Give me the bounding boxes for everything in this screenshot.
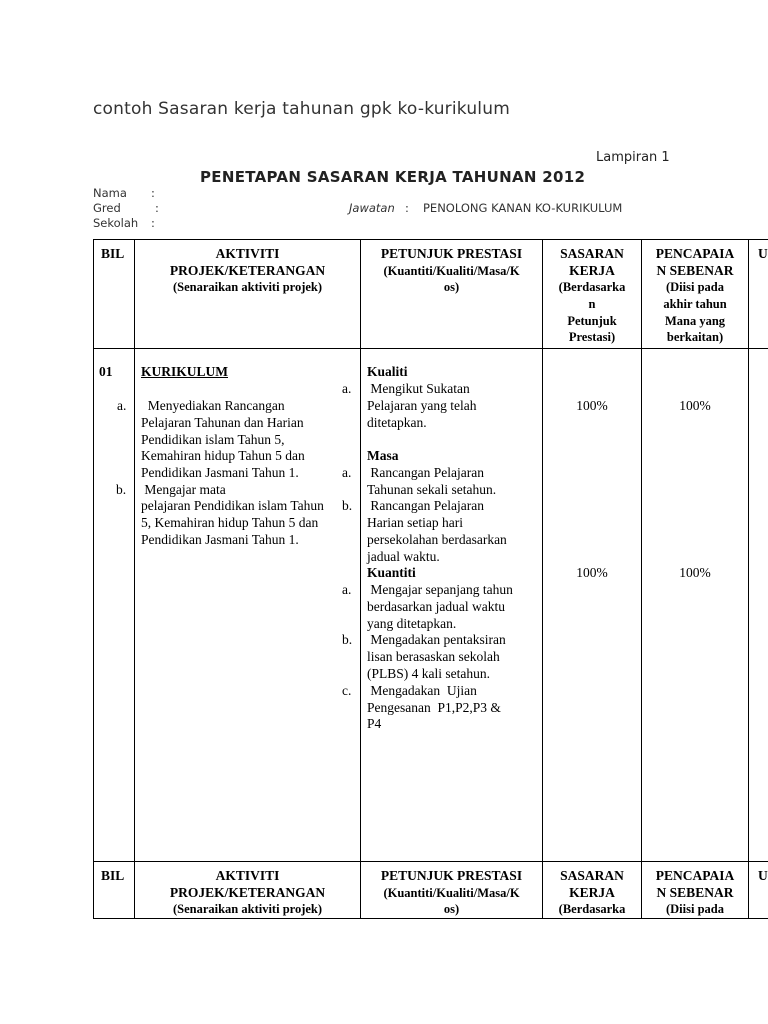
footer-header-bil: BIL — [101, 868, 125, 883]
jawatan-label: Jawatan — [349, 201, 395, 215]
document-title: contoh Sasaran kerja tahunan gpk ko-kurikulum — [93, 99, 510, 119]
header-pencapaian-line4: akhir tahun — [663, 297, 727, 311]
kuantiti-label: Kuantiti — [367, 565, 416, 580]
aktiviti-a-line3: Pendidikan islam Tahun 5, — [141, 432, 285, 447]
kuantiti-b-line1: Mengadakan pentaksiran — [367, 632, 506, 647]
aktiviti-a-line4: Kemahiran hidup Tahun 5 dan — [141, 448, 305, 463]
masa-b-line3: persekolahan berdasarkan — [367, 532, 507, 547]
aktiviti-a-line2: Pelajaran Tahunan dan Harian — [141, 415, 304, 430]
masa-label: Masa — [367, 448, 399, 463]
pencapaian-value-2: 100% — [679, 565, 711, 580]
kuantiti-b-line3: (PLBS) 4 kali setahun. — [367, 666, 490, 681]
masa-b-line1: Rancangan Pelajaran — [367, 498, 484, 513]
masa-a-line1: Rancangan Pelajaran — [367, 465, 484, 480]
header-petunjuk-line3: os) — [443, 280, 460, 294]
footer-header-aktiviti-line1: AKTIVITI — [215, 868, 280, 883]
aktiviti-b-line4: Pendidikan Jasmani Tahun 1. — [141, 532, 299, 547]
sasaran-value-2: 100% — [576, 565, 608, 580]
kualiti-a-line3: ditetapkan. — [367, 415, 427, 430]
kualiti-a-line2: Pelajaran yang telah — [367, 398, 477, 413]
footer-header-pencapaian-line2: N SEBENAR — [656, 885, 734, 900]
row-bil: 01 — [99, 364, 113, 379]
footer-header-sasaran-line1: SASARAN — [560, 868, 624, 883]
header-sasaran-line2: KERJA — [569, 263, 615, 278]
footer-header-sasaran-line2: KERJA — [569, 885, 615, 900]
header-petunjuk-line2: (Kuantiti/Kualiti/Masa/K — [383, 264, 520, 278]
header-aktiviti-line3: (Senaraikan aktiviti projek) — [172, 280, 323, 294]
masa-b-line4: jadual waktu. — [367, 549, 440, 564]
header-pencapaian-line3: (Diisi pada — [665, 280, 724, 294]
header-bil: BIL — [101, 246, 125, 261]
header-petunjuk-line1: PETUNJUK PRESTASI — [380, 246, 523, 261]
aktiviti-a-marker: a. — [117, 398, 127, 413]
aktiviti-b-line2: pelajaran Pendidikan islam Tahun — [141, 498, 324, 513]
row-kurikulum-title: KURIKULUM — [141, 364, 228, 379]
header-aktiviti-line2: PROJEK/KETERANGAN — [169, 263, 326, 278]
masa-b-marker: b. — [342, 498, 353, 513]
kuantiti-b-line2: lisan berasaskan sekolah — [367, 649, 500, 664]
header-pencapaian-line6: berkaitan) — [666, 330, 724, 344]
aktiviti-b-marker: b. — [116, 482, 127, 497]
kuantiti-a-line1: Mengajar sepanjang tahun — [367, 582, 513, 597]
aktiviti-b-line1: Mengajar mata — [141, 482, 226, 497]
header-sasaran-line1: SASARAN — [560, 246, 624, 261]
sekolah-label: Sekolah — [93, 216, 139, 230]
header-pencapaian-line5: Mana yang — [664, 314, 726, 328]
masa-a-line2: Tahunan sekali setahun. — [367, 482, 497, 497]
header-sasaran-line6: Prestasi) — [568, 330, 616, 344]
header-sasaran-line3: (Berdasarka — [558, 280, 626, 294]
kualiti-a-line1: Mengikut Sukatan — [367, 381, 470, 396]
kuantiti-c-line2: Pengesanan P1,P2,P3 & — [367, 700, 501, 715]
footer-header-last-col: U — [758, 868, 768, 883]
masa-b-line2: Harian setiap hari — [367, 515, 463, 530]
footer-header-aktiviti-line2: PROJEK/KETERANGAN — [169, 885, 326, 900]
lampiran-label: Lampiran 1 — [596, 150, 670, 165]
footer-header-petunjuk-line2: (Kuantiti/Kualiti/Masa/K — [383, 886, 520, 900]
header-sasaran-line4: n — [588, 297, 596, 311]
footer-header-aktiviti-line3: (Senaraikan aktiviti projek) — [172, 902, 323, 916]
kuantiti-b-marker: b. — [342, 632, 353, 647]
header-aktiviti-line1: AKTIVITI — [215, 246, 280, 261]
aktiviti-a-line1: Menyediakan Rancangan — [141, 398, 285, 413]
header-pencapaian-line2: N SEBENAR — [656, 263, 734, 278]
sasaran-value-1: 100% — [576, 398, 608, 413]
jawatan-value: PENOLONG KANAN KO-KURIKULUM — [423, 201, 623, 215]
header-sasaran-line5: Petunjuk — [567, 314, 617, 328]
aktiviti-a-line5: Pendidikan Jasmani Tahun 1. — [141, 465, 299, 480]
header-last-col: U — [758, 246, 768, 261]
footer-header-pencapaian-line1: PENCAPAIA — [655, 868, 735, 883]
form-heading: PENETAPAN SASARAN KERJA TAHUNAN 2012 — [200, 168, 586, 186]
footer-header-petunjuk-line3: os) — [443, 902, 460, 916]
footer-header-pencapaian-line3: (Diisi pada — [665, 902, 724, 916]
footer-header-sasaran-line3: (Berdasarka — [558, 902, 626, 916]
nama-label: Nama — [93, 186, 127, 200]
header-pencapaian-line1: PENCAPAIA — [655, 246, 735, 261]
kuantiti-c-marker: c. — [342, 683, 352, 698]
kuantiti-c-line3: P4 — [367, 716, 382, 731]
kuantiti-a-marker: a. — [342, 582, 352, 597]
nama-colon: : — [151, 186, 155, 200]
gred-label: Gred — [93, 201, 121, 215]
kuantiti-a-line2: berdasarkan jadual waktu — [367, 599, 505, 614]
masa-a-marker: a. — [342, 465, 352, 480]
kuantiti-c-line1: Mengadakan Ujian — [367, 683, 477, 698]
footer-header-petunjuk-line1: PETUNJUK PRESTASI — [380, 868, 523, 883]
kuantiti-a-line3: yang ditetapkan. — [367, 616, 457, 631]
gred-colon: : — [155, 201, 159, 215]
aktiviti-b-line3: 5, Kemahiran hidup Tahun 5 dan — [141, 515, 319, 530]
pencapaian-value-1: 100% — [679, 398, 711, 413]
kualiti-label: Kualiti — [367, 364, 408, 379]
kualiti-a-marker: a. — [342, 381, 352, 396]
sekolah-colon: : — [151, 216, 155, 230]
jawatan-colon: : — [405, 201, 409, 215]
